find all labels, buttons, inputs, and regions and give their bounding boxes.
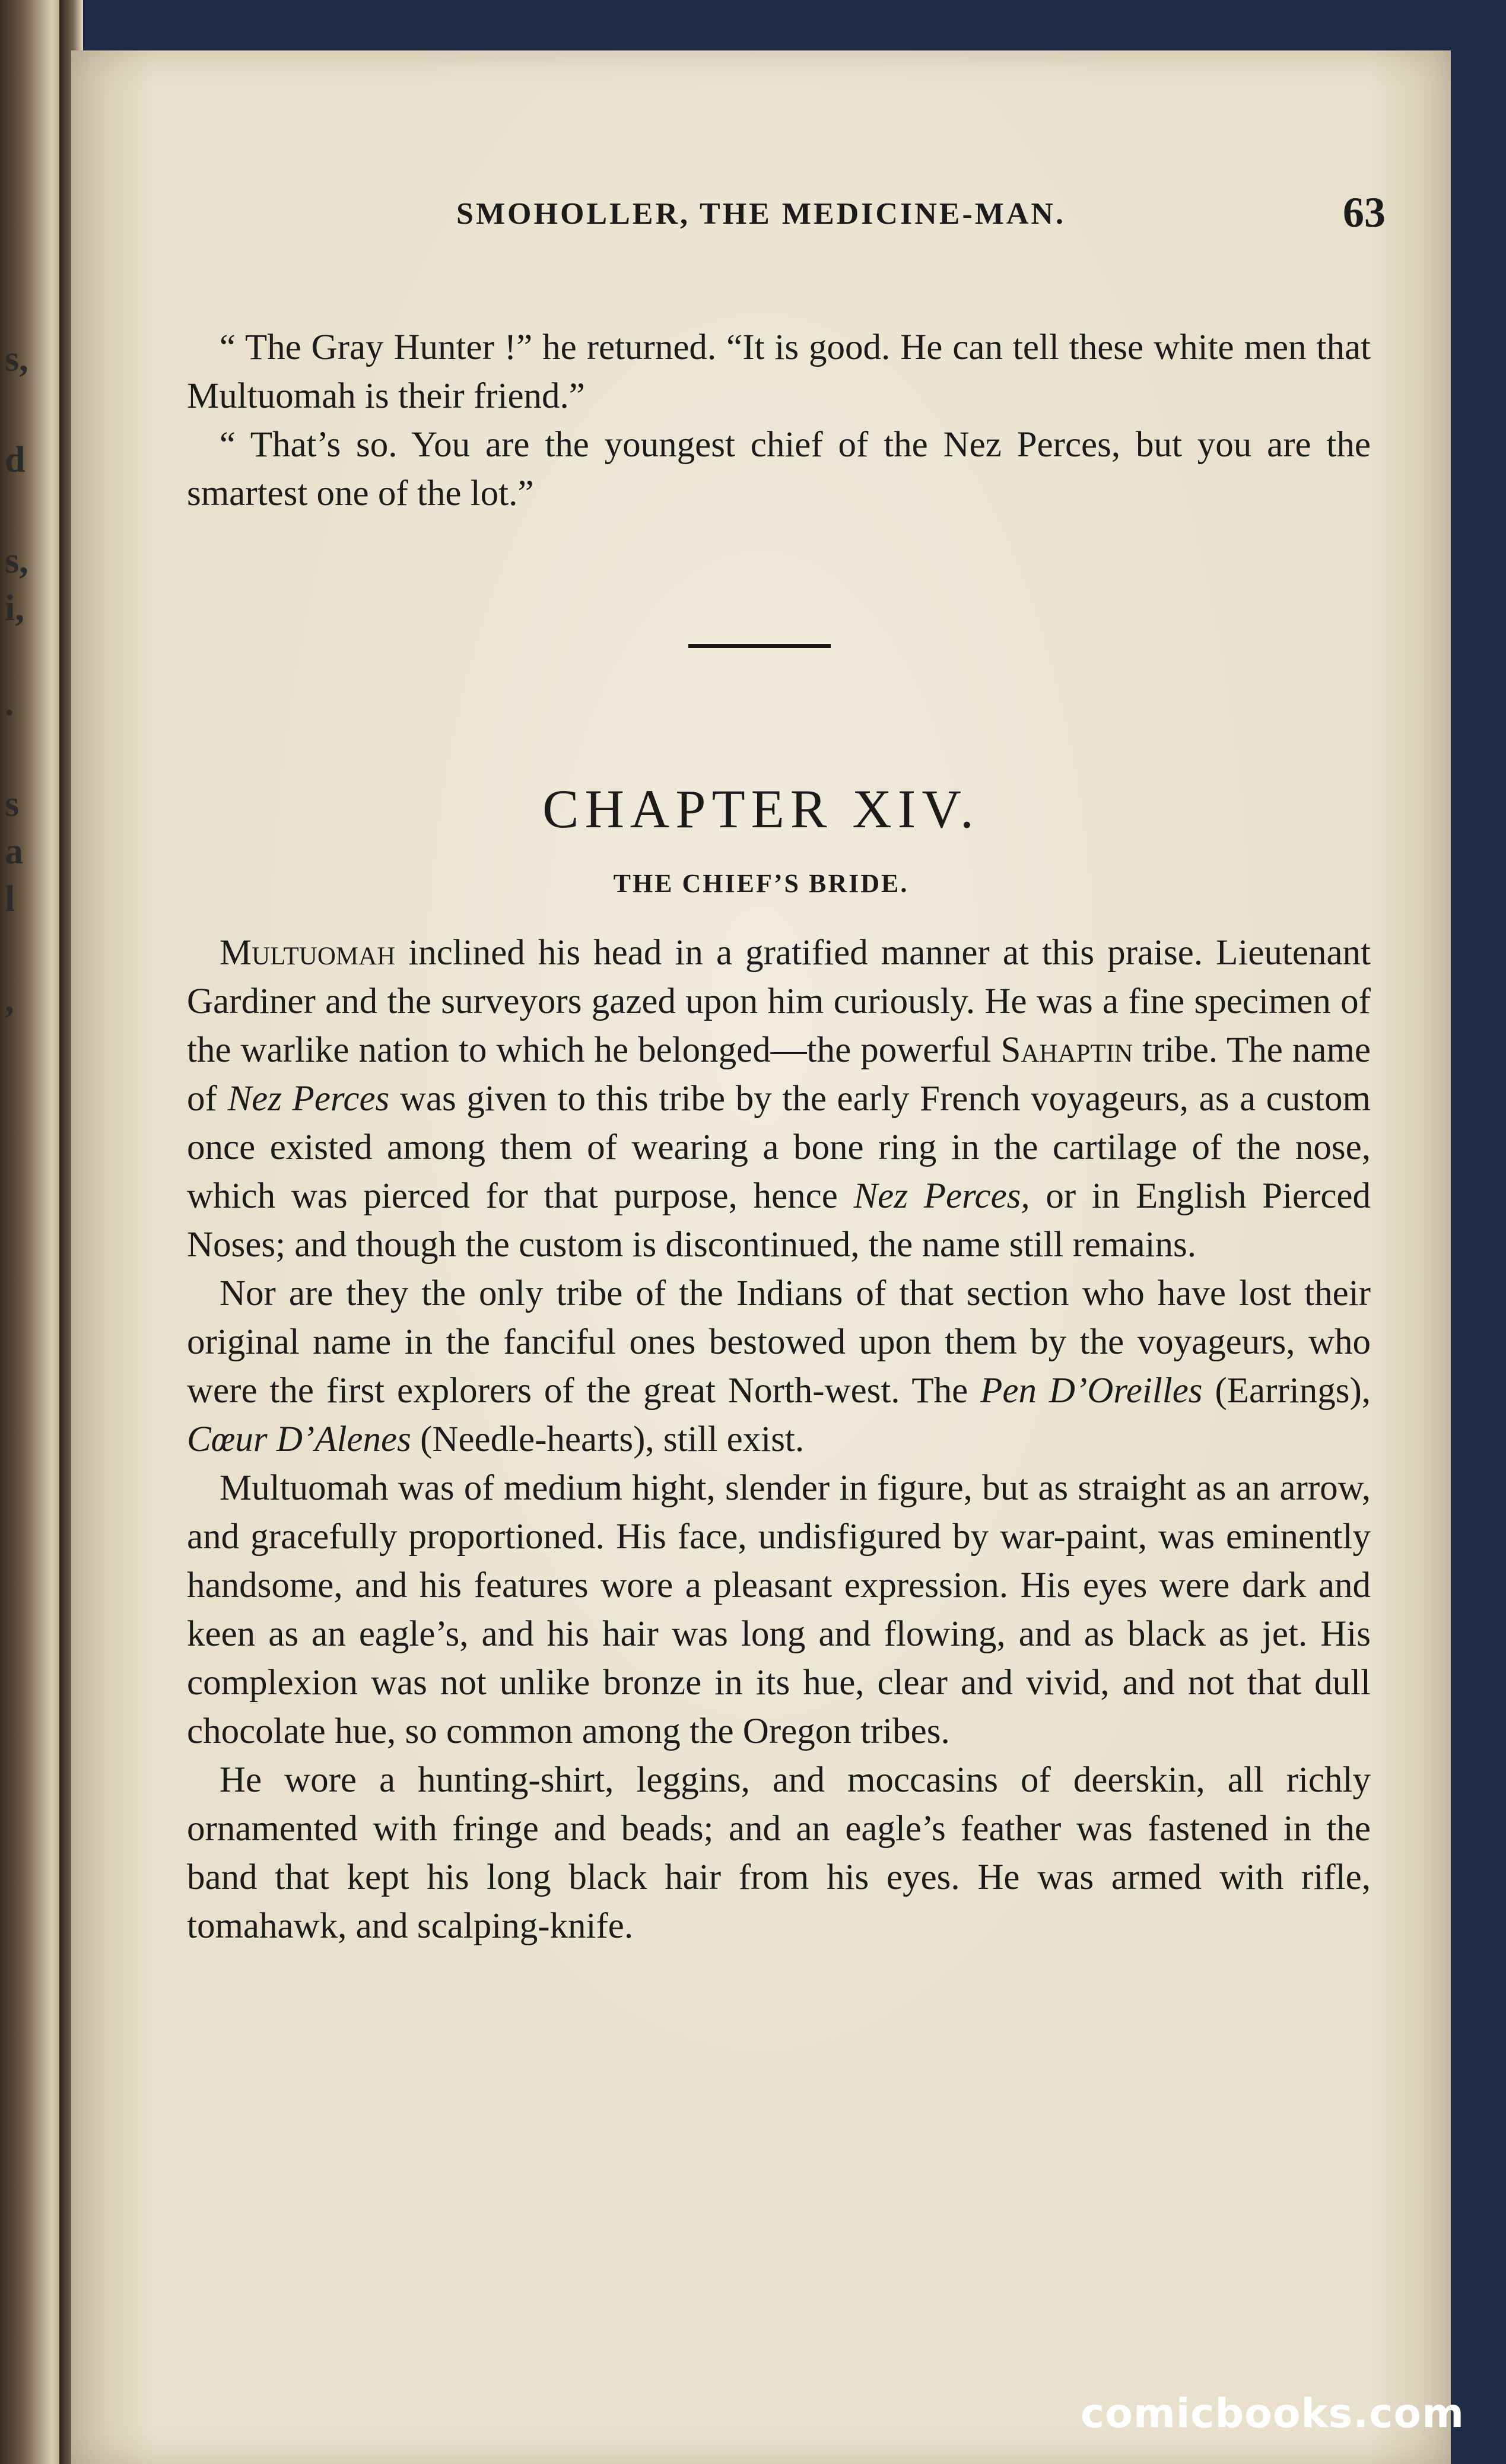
paragraph: Multuomah was of medium hight, slender in figure, but as straight as an arrow, and gracefully proportioned. His face, undisfigured by war-paint, was eminently handsome, and his features wore a pleasant expression. His eyes were dark and keen as an eagle’s, and his hair was long and flowing, and as black as jet. His complexion was not unlike bronze in its hue, clear and vivid, and not that dull chocolate hue, so common among the Oregon tribes. <box>187 1468 1371 1751</box>
italic-term: Nez Perces <box>227 1079 390 1119</box>
tribe-name: Sahaptin <box>1000 1030 1133 1070</box>
italic-term: Cœur D’Alenes <box>187 1420 411 1459</box>
book-page <box>71 50 1451 2464</box>
facing-page-fragment: a <box>5 831 23 872</box>
paragraph-text: inclined his head in a gratified manner at this praise. Lieutenant Gardiner and the surveyors gazed upon him curiously. He was a fine specimen of the warlike nation to which he belonged—the powerful <box>187 933 1371 1070</box>
page-number: 63 <box>1343 189 1386 236</box>
paragraph <box>187 929 1371 1269</box>
facing-page-fragment: s, <box>5 541 28 581</box>
facing-page-fragment: d <box>5 440 26 480</box>
chapter-subtitle: THE CHIEF’S BRIDE. <box>613 869 909 898</box>
facing-page-fragment: . <box>5 683 14 723</box>
section-divider <box>688 644 831 648</box>
paragraph-text: or in English Pierced Noses; and though the custom is discontinued, the name still remains. <box>187 1176 1371 1265</box>
paragraph-text: Nor are they the only tribe of the Indians of that section who have lost their original name in the fanciful ones bestowed upon them by the voyageurs, who were the first explorers of the great North-west. The <box>187 1274 1371 1411</box>
opening-text-block <box>187 323 1371 518</box>
paragraph <box>187 1269 1371 1464</box>
chapter-title: CHAPTER XIV. <box>542 779 980 839</box>
facing-page-fragment: s <box>5 784 20 824</box>
paragraph: He wore a hunting-shirt, leggins, and moccasins of deerskin, all richly ornamented with fringe and beads; and an eagle’s feather was fastened in the band that kept his long black hair from his eyes. He was armed with rifle, tomahawk, and scalping-knife. <box>187 1760 1371 1946</box>
facing-page-fragment: l <box>5 879 15 919</box>
facing-page-edge <box>0 0 65 2464</box>
chapter-lead-word: Multuomah <box>219 933 396 973</box>
running-head: SMOHOLLER, THE MEDICINE-MAN. <box>456 197 1066 231</box>
italic-term: Nez Perces, <box>853 1176 1030 1216</box>
paragraph: “ That’s so. You are the youngest chief of the Nez Perces, but you are the smartest one of the lot.” <box>187 425 1371 513</box>
paragraph-text: (Needle-hearts), still exist. <box>411 1420 805 1459</box>
facing-page-fragment: s, <box>5 339 28 379</box>
paragraph: “ The Gray Hunter !” he returned. “It is good. He can tell these white men that Multuomah is their friend.” <box>187 328 1371 416</box>
paragraph-text: (Earrings), <box>1202 1371 1371 1411</box>
chapter-body <box>187 929 1371 1951</box>
facing-page-fragment: i, <box>5 588 24 628</box>
italic-term: Pen D’Oreilles <box>980 1371 1203 1411</box>
facing-page-fragment: , <box>5 980 14 1020</box>
watermark: comicbooks.com <box>1080 2390 1464 2437</box>
paragraph-text: tribe. The name of <box>187 1030 1371 1119</box>
paragraph-text: was given to this tribe by the early French voyageurs, as a custom once existed among them of wearing a bone ring in the cartilage of the nose, which was pierced for that purpose, hence <box>187 1079 1371 1216</box>
page-header <box>71 188 1451 236</box>
